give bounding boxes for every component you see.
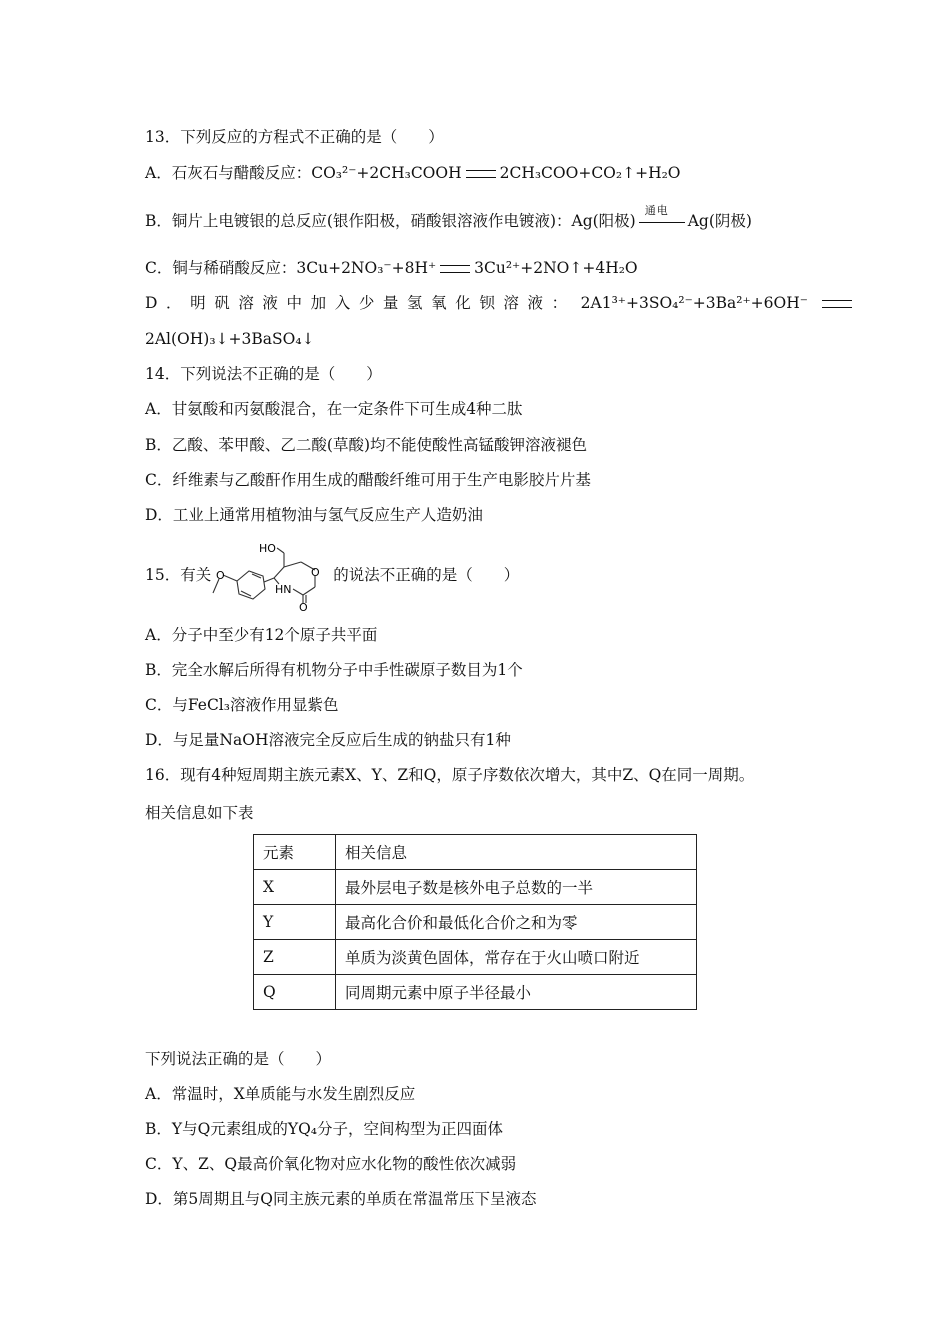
equals-sign — [466, 170, 496, 178]
q13-a-label: A．石灰石与醋酸反应： — [145, 164, 312, 182]
cell-info: 同周期元素中原子半径最小 — [336, 975, 697, 1010]
q13-a-lhs: CO₃²⁻+2CH₃COOH — [311, 164, 462, 182]
header-element: 元素 — [254, 835, 336, 870]
q15-option-a: A．分子中至少有12个原子共平面 — [145, 626, 378, 644]
molecule-structure — [211, 541, 333, 611]
q15-option-d: D．与足量NaOH溶液完全反应后生成的钠盐只有1种 — [145, 731, 511, 749]
q13-stem: 13．下列反应的方程式不正确的是（ ） — [145, 128, 444, 146]
q13-b-rhs: Ag(阴极) — [687, 212, 752, 230]
svg-text:O: O — [216, 569, 225, 582]
mol-ho-label: HO — [259, 542, 277, 555]
cell-element: Q — [254, 975, 336, 1010]
q13-b-text: B．铜片上电镀银的总反应(银作阳极，硝酸银溶液作电镀液)： — [145, 212, 572, 230]
q14-option-c: C．纤维素与乙酸酐作用生成的醋酸纤维可用于生产电影胶片片基 — [145, 471, 591, 489]
q14-option-b: B．乙酸、苯甲酸、乙二酸(草酸)均不能使酸性高锰酸钾溶液褪色 — [145, 436, 587, 454]
q13-a-rhs: 2CH₃COO+CO₂↑+H₂O — [499, 164, 681, 182]
q16-option-a: A．常温时，X单质能与水发生剧烈反应 — [145, 1085, 416, 1103]
q13-c-label: C．铜与稀硝酸反应： — [145, 259, 297, 277]
equals-sign — [822, 300, 852, 308]
equals-sign — [440, 265, 470, 273]
q13-option-d — [145, 293, 856, 313]
cell-element: Z — [254, 940, 336, 975]
table-row — [254, 975, 697, 1010]
q13-d-rhs: 2Al(OH)₃↓+3BaSO₄↓ — [145, 330, 315, 348]
q14-option-a: A．甘氨酸和丙氨酸混合，在一定条件下可生成4种二肽 — [145, 400, 523, 418]
q16-stem: 16．现有4种短周期主族元素X、Y、Z和Q，原子序数依次增大，其中Z、Q在同一周期。 — [145, 766, 755, 784]
q13-b-lhs: Ag(阳极) — [571, 212, 636, 230]
q13-option-c — [145, 258, 638, 278]
q15-option-c: C．与FeCl₃溶液作用显紫色 — [145, 696, 339, 714]
cell-element: Y — [254, 905, 336, 940]
q14-option-d: D．工业上通常用植物油与氢气反应生产人造奶油 — [145, 506, 483, 524]
electrolysis-arrow — [639, 204, 685, 232]
q13-d-lhs: 2A1³⁺+3SO₄²⁻+3Ba²⁺+6OH⁻ — [580, 294, 808, 312]
q16-stem-2: 相关信息如下表 — [145, 804, 254, 822]
q16-option-d: D．第5周期且与Q同主族元素的单质在常温常压下呈液态 — [145, 1190, 537, 1208]
svg-text:O: O — [311, 566, 320, 579]
q14-stem: 14．下列说法不正确的是（ ） — [145, 365, 382, 383]
q15-option-b: B．完全水解后所得有机物分子中手性碳原子数目为1个 — [145, 661, 523, 679]
q16-option-c: C．Y、Z、Q最高价氧化物对应水化物的酸性依次减弱 — [145, 1155, 517, 1173]
cell-element: X — [254, 870, 336, 905]
q16-question: 下列说法正确的是（ ） — [145, 1050, 332, 1068]
q13-c-lhs: 3Cu+2NO₃⁻+8H⁺ — [296, 259, 437, 277]
q13-option-b — [145, 204, 752, 232]
table-header-row — [254, 835, 697, 870]
table-row — [254, 940, 697, 975]
cell-info: 单质为淡黄色固体，常存在于火山喷口附近 — [336, 940, 697, 975]
arrow-label: 通电 — [644, 204, 669, 217]
header-info: 相关信息 — [336, 835, 697, 870]
table-row — [254, 905, 697, 940]
cell-info: 最高化合价和最低化合价之和为零 — [336, 905, 697, 940]
q16-option-b: B．Y与Q元素组成的YQ₄分子，空间构型为正四面体 — [145, 1120, 503, 1138]
mol-o-label: O — [299, 601, 308, 611]
q13-c-rhs: 3Cu²⁺+2NO↑+4H₂O — [474, 259, 638, 277]
q15-stem-pre: 15．有关 — [145, 566, 212, 584]
q15-stem — [145, 540, 519, 611]
q13-d-label: D．明矾溶液中加入少量氢氧化钡溶液： — [145, 294, 576, 312]
mol-hn-label: HN — [275, 583, 292, 596]
table-row — [254, 870, 697, 905]
q15-stem-post: 的说法不正确的是（ ） — [333, 566, 520, 584]
cell-info: 最外层电子数是核外电子总数的一半 — [336, 870, 697, 905]
q13-option-a — [145, 163, 681, 183]
element-info-table — [253, 834, 697, 1010]
